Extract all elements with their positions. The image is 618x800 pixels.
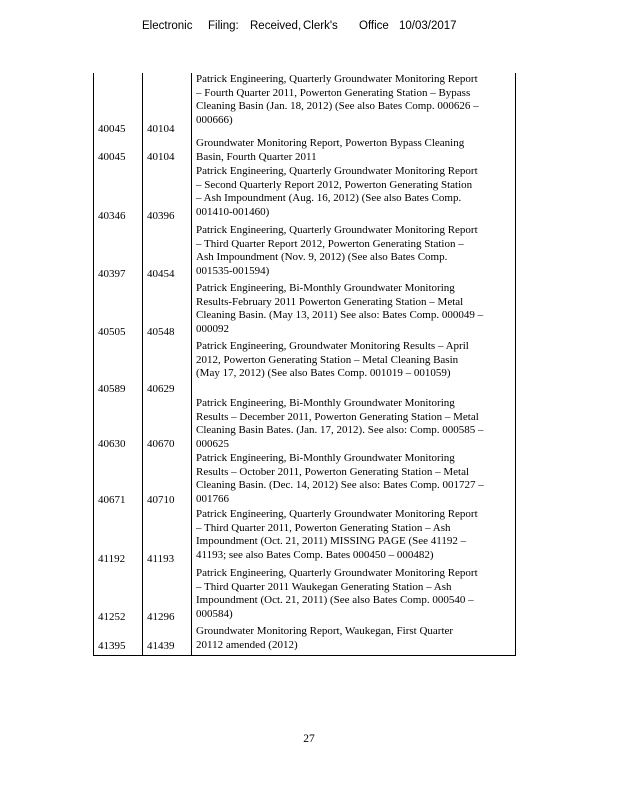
description-line: Basin, Fourth Quarter 2011 — [196, 150, 317, 163]
bates-end: 40629 — [143, 340, 192, 397]
description-line: Patrick Engineering, Quarterly Groundwater Monitoring Report — [196, 224, 478, 236]
document-description — [192, 340, 516, 397]
bates-end: 40710 — [143, 452, 192, 508]
document-description — [192, 508, 516, 567]
bates-begin: 40505 — [94, 282, 143, 340]
header-filing: Filing: — [208, 20, 239, 32]
header-received: Received, — [250, 20, 302, 32]
bates-end: 40396 — [143, 165, 192, 224]
description-line: Cleaning Basin. (May 13, 2011) See also: Bates Comp. 000049 – — [196, 309, 484, 321]
description-line: – Third Quarter Report 2012, Powerton Generating Station – — [196, 237, 464, 250]
table-row — [94, 397, 516, 452]
description-line: Patrick Engineering, Groundwater Monitoring Results – April — [196, 340, 469, 352]
description-line: Ash Impoundment (Nov. 9, 2012) (See also Bates Comp. — [196, 251, 448, 263]
bates-begin: 40045 — [94, 137, 143, 165]
document-description — [192, 567, 516, 625]
description-line: Results-February 2011 Powerton Generating Station – Metal — [196, 295, 464, 308]
description-line: – Second Quarterly Report 2012, Powerton Generating Station — [196, 178, 473, 191]
bates-begin: 41252 — [94, 567, 143, 625]
description-line: 000625 — [196, 437, 229, 450]
document-description — [192, 282, 516, 340]
description-line: Cleaning Basin Bates. (Jan. 17, 2012). See also: Comp. 000585 – — [196, 424, 484, 436]
description-line: 001410-001460) — [196, 205, 270, 218]
description-line: – Ash Impoundment (Aug. 16, 2012) (See also Bates Comp. — [196, 192, 462, 204]
description-line: (May 17, 2012) (See also Bates Comp. 001019 – 001059) — [196, 367, 451, 379]
description-line: Cleaning Basin (Jan. 18, 2012) (See also Bates Comp. 000626 – — [196, 100, 479, 112]
description-line: Groundwater Monitoring Report, Powerton Bypass Cleaning — [196, 137, 465, 149]
bates-end: 40548 — [143, 282, 192, 340]
bates-end: 40104 — [143, 137, 192, 165]
table-row — [94, 340, 516, 397]
table-row — [94, 137, 516, 165]
header-electronic: Electronic — [142, 20, 193, 32]
bates-end: 41296 — [143, 567, 192, 625]
description-line: Results – December 2011, Powerton Generating Station – Metal — [196, 410, 479, 423]
bates-end: 40104 — [143, 73, 192, 137]
document-description — [192, 452, 516, 508]
header-office: Office — [359, 20, 389, 32]
bates-begin: 40397 — [94, 224, 143, 282]
description-line: – Fourth Quarter 2011, Powerton Generating Station – Bypass — [196, 86, 471, 99]
table-row — [94, 508, 516, 567]
description-line: Patrick Engineering, Bi-Monthly Groundwater Monitoring — [196, 282, 455, 294]
table-row — [94, 567, 516, 625]
description-line: 000584) — [196, 607, 233, 620]
document-description — [192, 137, 516, 165]
description-line: Patrick Engineering, Quarterly Groundwater Monitoring Report — [196, 165, 478, 177]
description-line: Groundwater Monitoring Report, Waukegan, First Quarter — [196, 625, 454, 637]
bates-end: 40670 — [143, 397, 192, 452]
bates-begin: 40630 — [94, 397, 143, 452]
document-description — [192, 73, 516, 137]
description-line: – Third Quarter 2011 Waukegan Generating Station – Ash — [196, 580, 452, 593]
bates-begin: 40045 — [94, 73, 143, 137]
exhibit-table — [93, 73, 516, 656]
bates-end: 40454 — [143, 224, 192, 282]
description-line: Impoundment (Oct. 21, 2011) (See also Bates Comp. 000540 – — [196, 594, 474, 606]
exhibit-table-body — [94, 73, 516, 655]
description-line: Patrick Engineering, Quarterly Groundwater Monitoring Report — [196, 567, 478, 579]
table-row — [94, 452, 516, 508]
description-line: Impoundment (Oct. 21, 2011) MISSING PAGE (See 41192 – — [196, 535, 467, 547]
document-description — [192, 625, 516, 655]
header-clerks: Clerk's — [303, 20, 338, 32]
bates-begin: 40589 — [94, 340, 143, 397]
table-row — [94, 73, 516, 137]
page-number: 27 — [303, 733, 315, 745]
description-line: 41193; see also Bates Comp. Bates 000450 – 000482) — [196, 548, 434, 561]
bates-begin: 40346 — [94, 165, 143, 224]
table-row — [94, 224, 516, 282]
description-line: Patrick Engineering, Bi-Monthly Groundwater Monitoring — [196, 397, 455, 409]
document-description — [192, 397, 516, 452]
description-line: Patrick Engineering, Quarterly Groundwater Monitoring Report — [196, 73, 478, 85]
description-line: 001535-001594) — [196, 264, 270, 277]
description-line: – Third Quarter 2011, Powerton Generating Station – Ash — [196, 521, 451, 534]
bates-begin: 41192 — [94, 508, 143, 567]
document-description — [192, 165, 516, 224]
description-line: Results – October 2011, Powerton Generating Station – Metal — [196, 465, 470, 478]
description-line: 001766 — [196, 492, 229, 505]
table-row — [94, 625, 516, 655]
bates-begin: 41395 — [94, 625, 143, 655]
description-line: 000092 — [196, 322, 229, 335]
table-row — [94, 282, 516, 340]
bates-end: 41439 — [143, 625, 192, 655]
bates-end: 41193 — [143, 508, 192, 567]
description-line: 2012, Powerton Generating Station – Metal Cleaning Basin — [196, 353, 459, 366]
description-line: Patrick Engineering, Quarterly Groundwater Monitoring Report — [196, 508, 478, 520]
description-line: Patrick Engineering, Bi-Monthly Groundwater Monitoring — [196, 452, 455, 464]
description-line: 000666) — [196, 113, 233, 126]
table-row — [94, 165, 516, 224]
bates-begin: 40671 — [94, 452, 143, 508]
document-description — [192, 224, 516, 282]
description-line: Cleaning Basin. (Dec. 14, 2012) See also: Bates Comp. 001727 – — [196, 479, 484, 491]
header-date: 10/03/2017 — [399, 20, 457, 32]
filing-header — [0, 20, 618, 36]
description-line: 20112 amended (2012) — [196, 638, 298, 651]
